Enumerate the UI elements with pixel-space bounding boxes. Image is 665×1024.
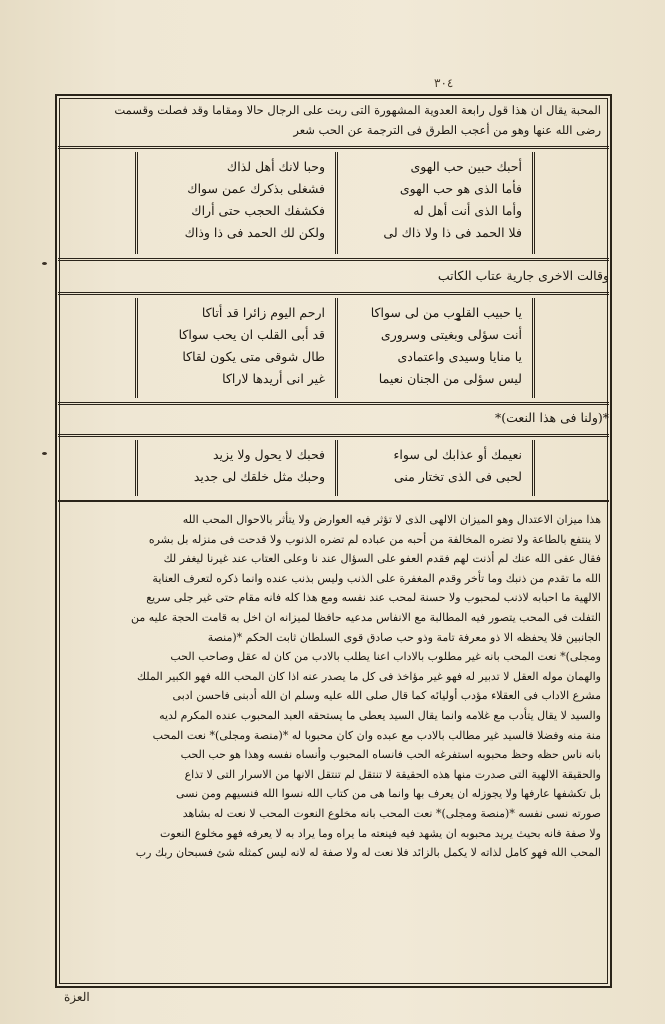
body-line: صورته نسى نفسه *(منصة ومجلى)* نعت المحب بانه مخلوع النعوت المحب لا نعت له بشاهد: [182, 806, 601, 820]
divider: [58, 434, 609, 437]
poem-2-left-column: [135, 298, 335, 398]
verse-line: يا منايا وسيدى واعتمادى: [397, 349, 522, 364]
verse-line: ارحم اليوم زائرا قد أتاكا: [201, 305, 325, 320]
body-line: الجانبين فلا يحفظه الا ذو معرفة تامة وذو حب صادق قوى السلطان ثابت الحكم *(منصة: [207, 630, 601, 644]
body-line: ومجلى)* نعت المحب بانه غير مطلوب بالاداب اعنا يطلب بالادب من كان له عقل وصاحب الحب: [170, 650, 601, 664]
body-line: المحب الله فهو كامل لذاته لا يكمل بالزائد فلا نعت له ولا صفة له لانه ليس كمثله شئ فسبحان ربك رب: [135, 846, 601, 860]
verse-line: فشغلى بذكرك عمن سواك: [187, 181, 325, 196]
body-line: والسيد لا يقال يتأدب مع غلامه وانما يقال السيد يعطى ما يستحقه العبد المحبوب عنده المكرم لديه: [159, 708, 601, 722]
verse-line: نعيمك أو عذابك لى سواء: [393, 447, 522, 462]
verse-line: وحبا لانك أهل لذاك: [226, 159, 325, 174]
verse-line: ليس سؤلى من الجنان نعيما: [378, 371, 522, 386]
verse-line: غير انى أريدها لاراكا: [222, 371, 325, 386]
body-line: فقال عفى الله عنك لم أذنت لهم فقدم العفو على السؤال عند نا وعلى العتاب عند غيرنا ليغفر لك: [163, 552, 601, 566]
verse-line: فحبك لا يحول ولا يزيد: [212, 447, 325, 462]
body-line: هذا ميزان الاعتدال وهو الميزان الالهى الذى لا تؤثر فيه العوارض ولا يتأثر بالاحوال المحب الله: [182, 513, 601, 526]
body-line: الله ما تقدم من ذنبك وما تأخر وقدم المغفرة على الذنب وليس بذنب عنده وانما ذكره لتعرف العناية: [152, 571, 601, 585]
verse-line: يا حبيب القلوب من لى سواكا: [370, 305, 522, 320]
ink-speck: [42, 262, 47, 265]
body-paragraph: [58, 510, 609, 863]
verse-line: أحبك حبين حب الهوى: [410, 159, 522, 174]
body-line: لا ينتفع بالطاعة ولا تضره المخالفة من أحبه من عباده لم تضره الذنوب ولا قدحت فى منزله بل بشره: [148, 532, 601, 546]
body-line: مشرع الاداب فى العقلاء مؤدب أوليائه كما قال صلى الله عليه وسلم ان الله أدبنى فاحسن ادبى: [172, 689, 601, 703]
verse-line: فأما الذى هو حب الهوى: [399, 181, 522, 196]
poem-1-right-column: [335, 152, 535, 254]
body-line: التفلت فى المحب يتصور فيه المطالبة مع الانفاس مدعيه حافظا لميزانه ان اخل به قامت الحجة عليه من: [131, 610, 601, 624]
divider: [58, 292, 609, 295]
body-line: ولا صفة فانه بحيث يريد محبوبه ان يشهد فيه فينعته ما يراه وما يراد به لا يعرفه فهو مخلوع النعوت: [160, 826, 601, 840]
verse-line: ولكن لك الحمد فى ذا وذاك: [184, 225, 325, 240]
divider: [58, 500, 609, 502]
intro-line: رضى الله عنها وهو من أعجب الطرق فى الترجمة عن الحب شعر: [293, 123, 601, 137]
ink-speck: [42, 452, 47, 455]
verse-line: فكشفك الحجب حتى أراك: [191, 203, 325, 218]
body-line: بانه ناس حظه وحظ محبوبه استفرغه الحب فانساه المحبوب وأنساه نفسه وهذا هو حب الحب: [180, 748, 601, 762]
verse-line: وحبك مثل خلقك لى جديد: [193, 469, 325, 484]
section-caption: وقالت الاخرى جارية عتاب الكاتب: [437, 268, 609, 283]
verse-line: طال شوقى متى يكون لقاكا: [182, 349, 325, 364]
section-caption: *(ولنا فى هذا النعت)*: [495, 410, 609, 425]
poem-3-left-column: [135, 440, 335, 496]
verse-line: قد أبى القلب ان يحب سواكا: [178, 327, 325, 342]
divider: [58, 146, 609, 149]
intro-paragraph: [58, 100, 609, 140]
body-line: الالهية ما احبابه لاذنب لمحبوب ولا حسنة لمحب عند نفسه ومع هذا كله فانه مقام حتى غير جلى سريع: [146, 591, 601, 605]
poem-3-right-column: [335, 440, 535, 496]
body-line: والحقيقة الالهية التى صدرت منها هذه الحقيقة لا تنتقل لم تنتقل الانها من الاسرار التى لا تذاع: [184, 767, 601, 781]
poem-block-3: [135, 440, 535, 496]
catchword: العزة: [64, 990, 90, 1004]
poem-2-right-column: [335, 298, 535, 398]
page-number: ٣٠٤: [434, 76, 454, 90]
divider: [58, 402, 609, 405]
body-line: منة منه وفضلا فالسيد غير مطالب بالادب مع عبده وان كان محبوبا له *(منصة ومجلى)* نعت المحب: [152, 728, 601, 742]
poem-1-left-column: [135, 152, 335, 254]
poem-block-2: [135, 298, 535, 398]
verse-line: أنت سؤلى وبغيتى وسرورى: [380, 327, 522, 342]
body-line: والهمان موله العقل لا تدبير له فهو غير مؤاخذ فى كل ما يصدر عنه اذا كان المحب الله فهو الكبير الملك: [137, 669, 601, 683]
verse-line: وأما الذى أنت أهل له: [413, 203, 522, 218]
divider: [58, 258, 609, 261]
verse-line: فلا الحمد فى ذا ولا ذاك لى: [383, 225, 522, 240]
poem-block-1: [135, 152, 535, 254]
body-line: بل تكشفها عارفها ولا يجوزله ان يعرف بها وانما هى من كتاب الله نسوا الله فنسيهم ومن نسى: [176, 787, 601, 801]
verse-line: لحبى فى الذى تختار منى: [393, 469, 522, 484]
intro-line: المحبة يقال ان هذا قول رابعة العدوية المشهورة التى ربت على الرجال حالا ومقاما وقد فصلت وقسمت: [114, 103, 601, 117]
